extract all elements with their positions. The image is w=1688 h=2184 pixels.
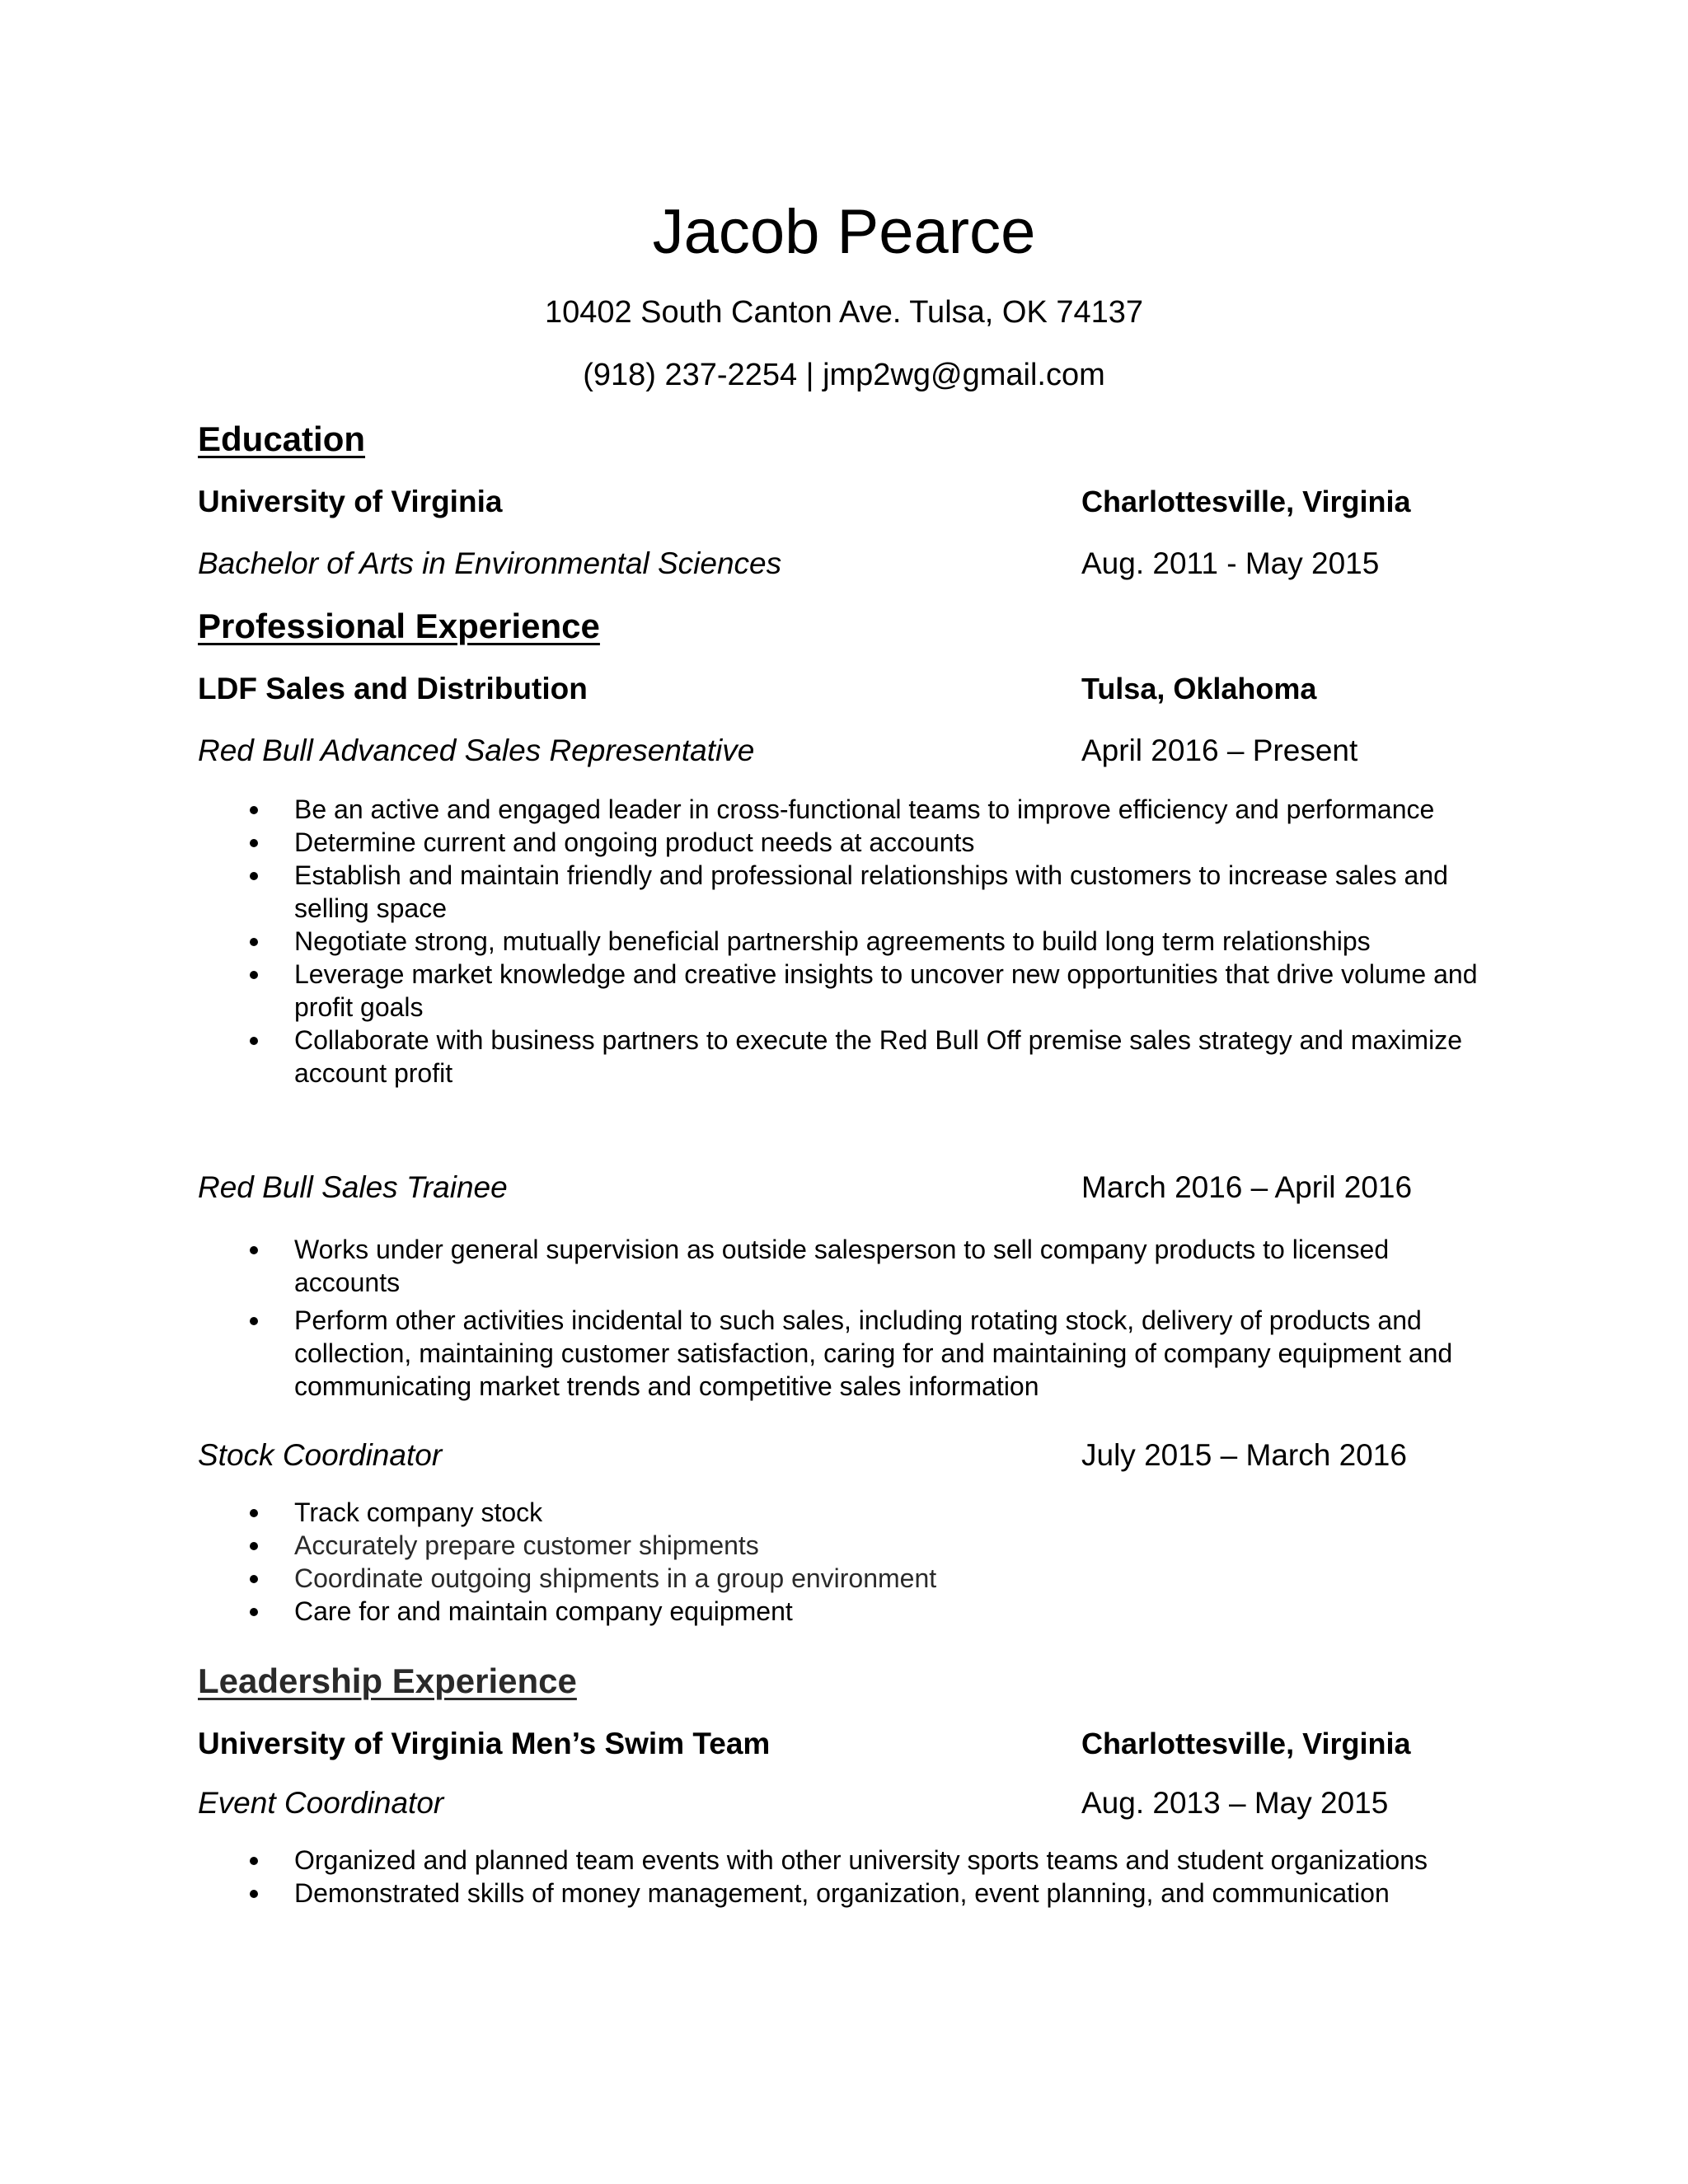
list-item: Demonstrated skills of money management, organization, event planning, and communication [294, 1877, 1514, 1910]
list-item: Coordinate outgoing shipments in a group environment [294, 1562, 1481, 1595]
list-item: Track company stock [294, 1496, 1481, 1529]
list-item: Accurately prepare customer shipments [294, 1529, 1481, 1562]
role-bullet-list [294, 1496, 1481, 1628]
role-bullet-list [294, 1233, 1481, 1403]
list-item: Care for and maintain company equipment [294, 1595, 1481, 1628]
list-item: Leverage market knowledge and creative insights to uncover new opportunities that drive volume and profit goals [294, 958, 1481, 1024]
professional-heading: Professional Experience [198, 607, 600, 645]
leadership-bullet-list [294, 1844, 1514, 1910]
candidate-name: Jacob Pearce [652, 197, 1036, 267]
leadership-org: University of Virginia Men’s Swim Team [198, 1727, 771, 1760]
leadership-heading: Leadership Experience [198, 1661, 577, 1700]
role-title: Red Bull Advanced Sales Representative [198, 733, 755, 767]
company-name: LDF Sales and Distribution [198, 672, 588, 705]
role-title: Stock Coordinator [198, 1438, 443, 1472]
education-dates: Aug. 2011 - May 2015 [1081, 546, 1380, 580]
role-dates: April 2016 – Present [1081, 733, 1358, 767]
address: 10402 South Canton Ave. Tulsa, OK 74137 [544, 295, 1144, 330]
school-location: Charlottesville, Virginia [1081, 485, 1411, 518]
list-item: Be an active and engaged leader in cross-functional teams to improve efficiency and performance [294, 793, 1481, 826]
role-dates: July 2015 – March 2016 [1081, 1438, 1407, 1472]
education-heading: Education [198, 419, 366, 458]
list-item: Organized and planned team events with other university sports teams and student organizations [294, 1844, 1514, 1877]
degree: Bachelor of Arts in Environmental Sciences [198, 546, 782, 580]
list-item: Perform other activities incidental to such sales, including rotating stock, delivery of products and collection, maintaining customer satisfaction, caring for and maintaining of company equipment and communicating market trends and competitive sales information [294, 1304, 1481, 1403]
role-bullet-list [294, 793, 1481, 1090]
company-location: Tulsa, Oklahoma [1081, 672, 1317, 705]
school-name: University of Virginia [198, 485, 503, 518]
list-item: Establish and maintain friendly and professional relationships with customers to increase sales and selling space [294, 859, 1481, 925]
role-title: Red Bull Sales Trainee [198, 1170, 508, 1204]
leadership-dates: Aug. 2013 – May 2015 [1081, 1786, 1389, 1820]
list-item: Negotiate strong, mutually beneficial partnership agreements to build long term relationships [294, 925, 1481, 958]
phone-email: (918) 237-2254 | jmp2wg@gmail.com [583, 358, 1105, 392]
list-item: Works under general supervision as outside salesperson to sell company products to licensed accounts [294, 1233, 1481, 1299]
list-item: Determine current and ongoing product needs at accounts [294, 826, 1481, 859]
leadership-title: Event Coordinator [198, 1786, 444, 1820]
list-item: Collaborate with business partners to execute the Red Bull Off premise sales strategy and maximize account profit [294, 1024, 1481, 1090]
leadership-location: Charlottesville, Virginia [1081, 1727, 1411, 1760]
role-dates: March 2016 – April 2016 [1081, 1170, 1413, 1204]
